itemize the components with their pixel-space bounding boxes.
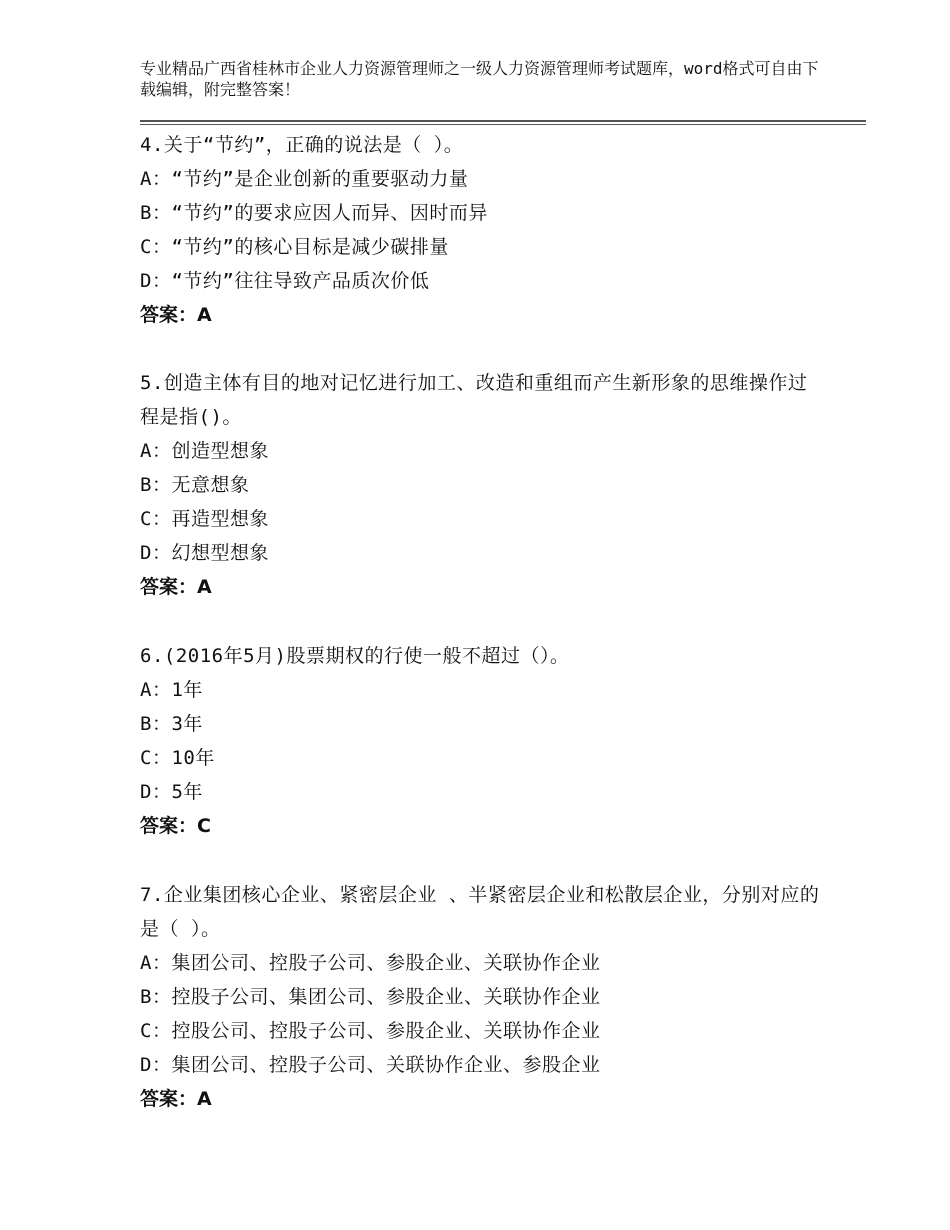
answer-label: 答案：A xyxy=(140,576,212,598)
option-d: D：幻想型想象 xyxy=(140,542,269,564)
question-stem: 6.(2016年5月)股票期权的行使一般不超过（）。 xyxy=(140,645,570,667)
question-7 xyxy=(140,878,820,1116)
answer-label: 答案：C xyxy=(140,815,211,837)
option-b: B：3年 xyxy=(140,713,203,735)
option-d: D：集团公司、控股子公司、关联协作企业、参股企业 xyxy=(140,1054,601,1076)
option-b: B：控股子公司、集团公司、参股企业、关联协作企业 xyxy=(140,986,601,1008)
question-stem: 5.创造主体有目的地对记忆进行加工、改造和重组而产生新形象的思维操作过程是指()。 xyxy=(140,372,808,428)
answer-label: 答案：A xyxy=(140,304,212,326)
document-header: 专业精品广西省桂林市企业人力资源管理师之一级人力资源管理师考试题库，word格式可自由下载编辑，附完整答案！ xyxy=(140,59,819,99)
option-a: A：集团公司、控股子公司、参股企业、关联协作企业 xyxy=(140,952,601,974)
answer-label: 答案：A xyxy=(140,1088,212,1110)
option-a: A：1年 xyxy=(140,679,203,701)
question-stem: 4.关于“节约”，正确的说法是（ ）。 xyxy=(140,134,464,156)
question-4 xyxy=(140,128,820,332)
option-c: C：10年 xyxy=(140,747,215,769)
option-a: A：“节约”是企业创新的重要驱动力量 xyxy=(140,168,469,190)
option-d: D：5年 xyxy=(140,781,203,803)
option-c: C：“节约”的核心目标是减少碳排量 xyxy=(140,236,449,258)
option-a: A：创造型想象 xyxy=(140,440,269,462)
option-c: C：控股公司、控股子公司、参股企业、关联协作企业 xyxy=(140,1020,601,1042)
option-d: D：“节约”往往导致产品质次价低 xyxy=(140,270,430,292)
option-b: B：“节约”的要求应因人而异、因时而异 xyxy=(140,202,488,224)
header-divider xyxy=(140,120,866,125)
question-5 xyxy=(140,366,820,604)
question-stem: 7.企业集团核心企业、紧密层企业 、半紧密层企业和松散层企业，分别对应的是（ ）。 xyxy=(140,884,820,940)
option-c: C：再造型想象 xyxy=(140,508,269,530)
question-6 xyxy=(140,639,820,843)
option-b: B：无意想象 xyxy=(140,474,250,496)
